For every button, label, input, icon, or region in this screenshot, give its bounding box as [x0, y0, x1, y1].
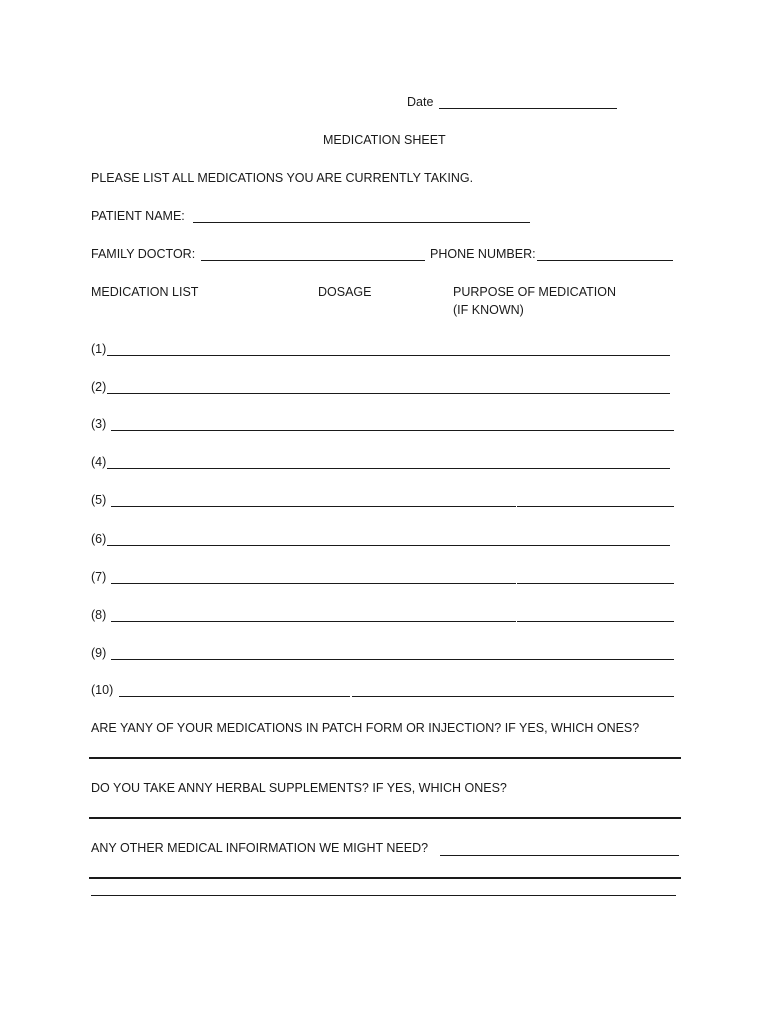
- medication-row-7-purpose-field[interactable]: [517, 583, 674, 584]
- patient-name-label: PATIENT NAME:: [91, 209, 185, 223]
- question-herbal-supplements: DO YOU TAKE ANNY HERBAL SUPPLEMENTS? IF YES, WHICH ONES?: [91, 781, 507, 795]
- date-field[interactable]: [439, 108, 617, 109]
- medication-row-6-field[interactable]: [107, 545, 670, 546]
- row-label-6: (6): [91, 532, 107, 546]
- row-label-10: (10): [91, 683, 114, 697]
- family-doctor-field[interactable]: [201, 260, 425, 261]
- medication-row-9-field[interactable]: [111, 659, 674, 660]
- patch-injection-answer-field[interactable]: [89, 757, 681, 759]
- column-purpose: PURPOSE OF MEDICATION: [453, 285, 616, 299]
- family-doctor-label: FAMILY DOCTOR:: [91, 247, 196, 261]
- other-info-answer-field-1[interactable]: [89, 877, 681, 879]
- row-label-5: (5): [91, 493, 107, 507]
- medication-row-8-field[interactable]: [111, 621, 516, 622]
- patient-name-field[interactable]: [193, 222, 530, 223]
- date-label: Date: [407, 95, 434, 109]
- column-dosage: DOSAGE: [318, 285, 372, 299]
- question-other-info: ANY OTHER MEDICAL INFOIRMATION WE MIGHT NEED?: [91, 841, 429, 855]
- question-patch-injection: ARE YANY OF YOUR MEDICATIONS IN PATCH FORM OR INJECTION? IF YES, WHICH ONES?: [91, 721, 640, 735]
- other-info-answer-field-2[interactable]: [91, 895, 676, 896]
- row-label-3: (3): [91, 417, 107, 431]
- page-title: MEDICATION SHEET: [323, 133, 446, 147]
- medication-row-2-field[interactable]: [107, 393, 670, 394]
- row-label-4: (4): [91, 455, 107, 469]
- row-label-9: (9): [91, 646, 107, 660]
- medication-row-3-field[interactable]: [111, 430, 674, 431]
- instruction-text: PLEASE LIST ALL MEDICATIONS YOU ARE CURRENTLY TAKING.: [91, 171, 474, 185]
- medication-row-1-field[interactable]: [107, 355, 670, 356]
- column-purpose-note: (IF KNOWN): [453, 303, 524, 317]
- row-label-2: (2): [91, 380, 107, 394]
- other-info-inline-field[interactable]: [440, 855, 679, 856]
- row-label-8: (8): [91, 608, 107, 622]
- medication-row-10-purpose-field[interactable]: [352, 696, 674, 697]
- medication-row-4-field[interactable]: [107, 468, 670, 469]
- medication-row-5-purpose-field[interactable]: [517, 506, 674, 507]
- row-label-1: (1): [91, 342, 107, 356]
- medication-row-5-field[interactable]: [111, 506, 516, 507]
- medication-row-7-field[interactable]: [111, 583, 516, 584]
- column-medication-list: MEDICATION LIST: [91, 285, 199, 299]
- medication-row-10-field[interactable]: [119, 696, 350, 697]
- row-label-7: (7): [91, 570, 107, 584]
- phone-number-label: PHONE NUMBER:: [430, 247, 536, 261]
- herbal-supplements-answer-field[interactable]: [89, 817, 681, 819]
- medication-row-8-purpose-field[interactable]: [517, 621, 674, 622]
- phone-number-field[interactable]: [537, 260, 673, 261]
